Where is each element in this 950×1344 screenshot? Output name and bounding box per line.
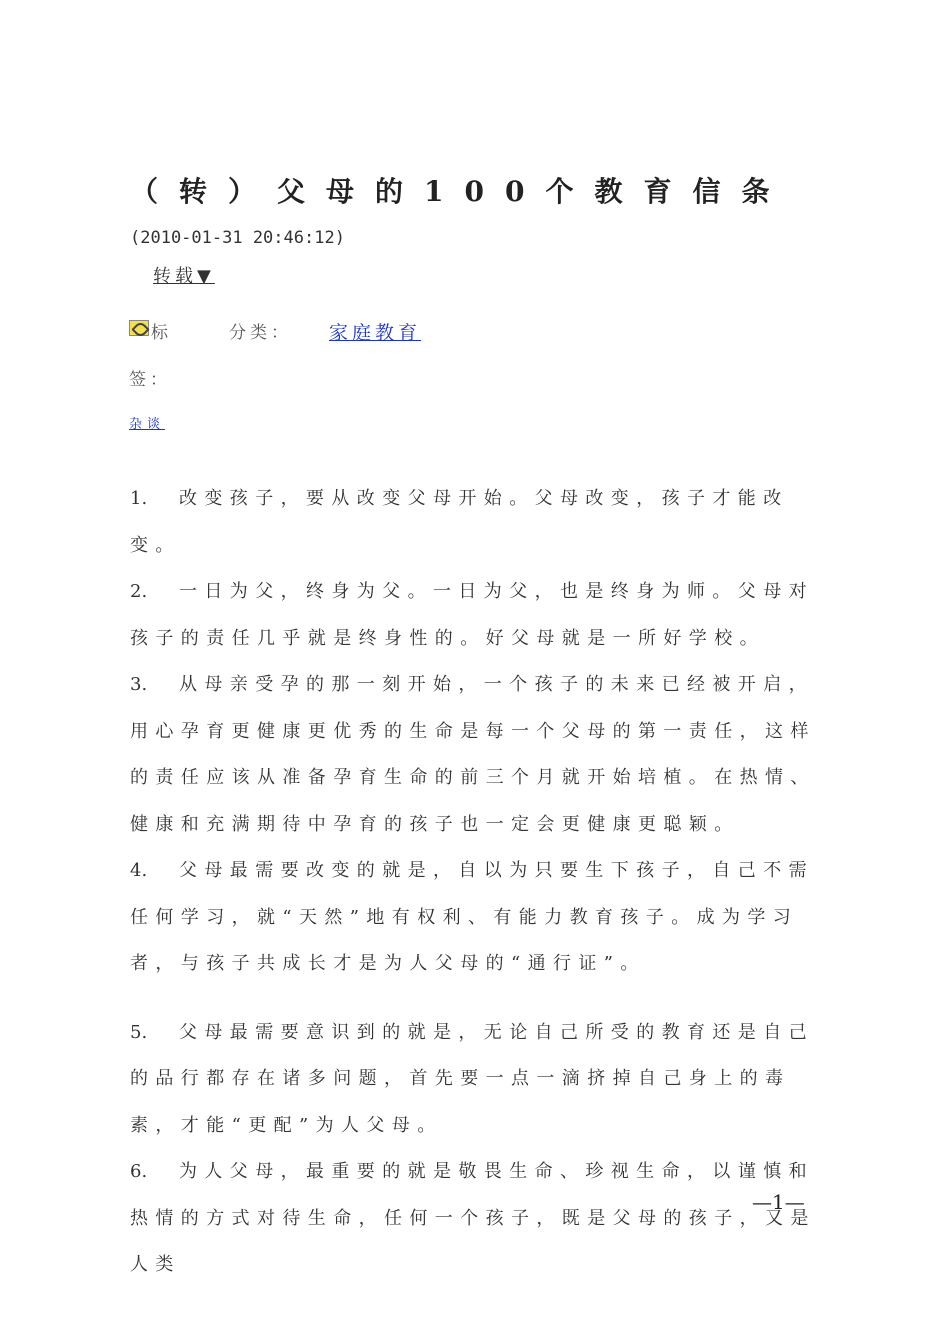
tag-label: 标 — [151, 323, 172, 343]
item-number: 5. — [130, 1021, 148, 1043]
item-text: 改变孩子，要从改变父母开始。父母改变，孩子才能改变。 — [130, 488, 789, 556]
item-number: 3. — [130, 674, 148, 695]
post-timestamp: (2010-01-31 20:46:12) — [130, 228, 345, 248]
list-item — [130, 1010, 830, 1150]
item-text: 从母亲受孕的那一刻开始，一个孩子的未来已经被开启，用心孕育更健康更优秀的生命是每一个父母的第一责任，这样的责任应该从准备孕育生命的前三个月就开始培植。在热情、健康和充满期待中孕育的孩子也一定会更健康更聪颖。 — [130, 674, 816, 835]
item-text: 父母最需要改变的就是，自以为只要生下孩子，自己不需任何学习，就“天然”地有权利、有能力教育孩子。成为学习者，与孩子共成长才是为人父母的“通行证”。 — [130, 860, 814, 974]
item-text: 为人父母，最重要的就是敬畏生命、珍视生命，以谨慎和热情的方式对待生命，任何一个孩子，既是父母的孩子，又是人类 — [130, 1161, 816, 1275]
list-item — [130, 848, 830, 988]
tag-link[interactable]: 杂谈 — [129, 417, 166, 432]
item-number: 2. — [130, 581, 148, 602]
list-item — [130, 1149, 830, 1289]
category-link[interactable]: 家庭教育 — [329, 322, 422, 344]
page-number: —1— — [752, 1190, 805, 1214]
item-number: 1. — [130, 488, 148, 509]
tag-icon — [129, 320, 149, 336]
list-item — [130, 662, 830, 848]
article-body — [130, 476, 830, 1289]
page-title: （转）父母的100个教育信条 — [130, 175, 791, 208]
category-label: 分类： — [229, 323, 292, 343]
item-number: 6. — [130, 1161, 148, 1182]
item-text: 父母最需要意识到的就是，无论自己所受的教育还是自己的品行都存在诸多问题，首先要一点一滴挤掉自己身上的毒素，才能“更配”为人父母。 — [130, 1021, 814, 1136]
item-number: 4. — [130, 860, 148, 881]
repost-dropdown[interactable]: 转载▼ — [153, 266, 215, 287]
item-text: 一日为父，终身为父。一日为父，也是终身为师。父母对孩子的责任几乎就是终身性的。好父母就是一所好学校。 — [130, 581, 814, 649]
list-item — [130, 569, 830, 662]
list-item — [130, 476, 830, 569]
tag-label-continued: 签： — [129, 370, 171, 390]
